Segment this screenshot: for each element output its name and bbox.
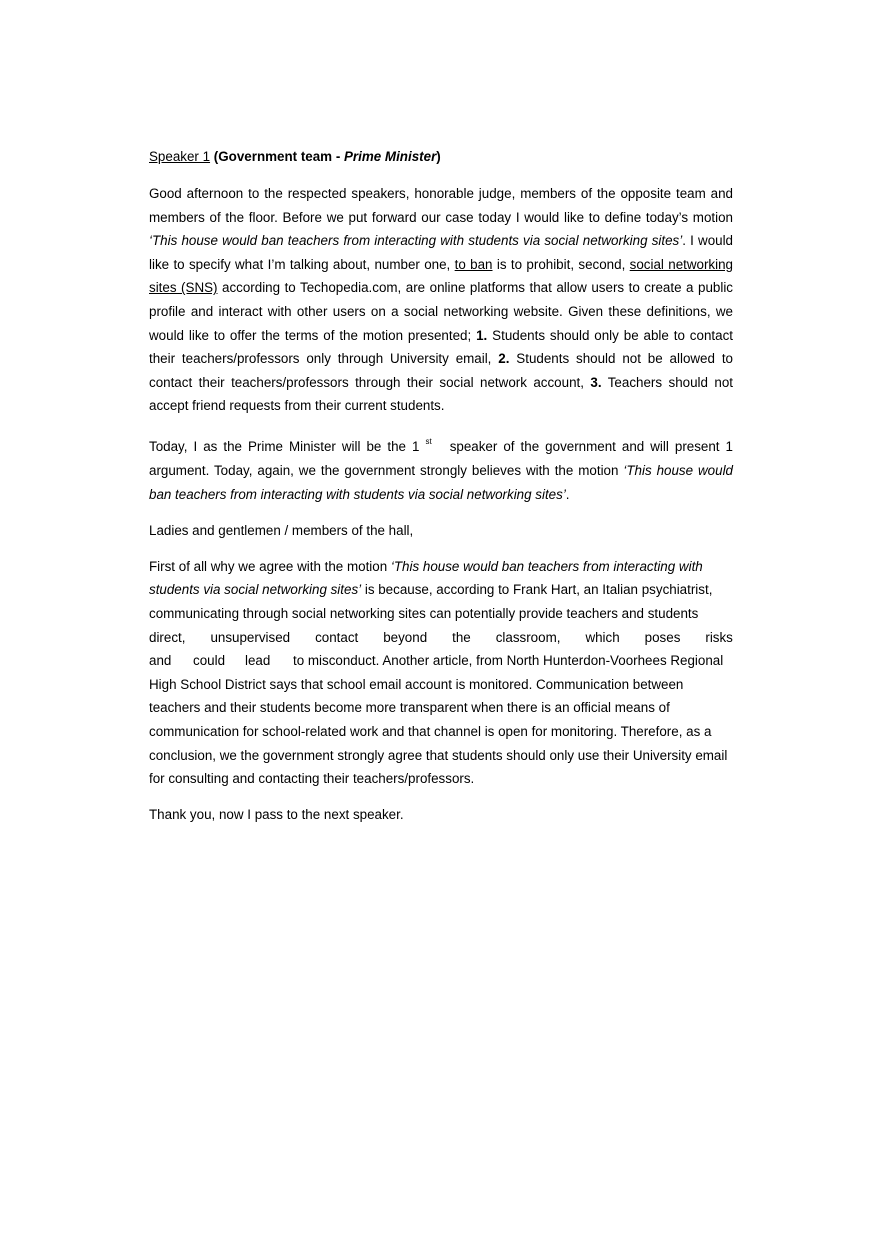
role-label: Prime Minister [344,149,437,164]
text-run: is because, according to Frank Hart, an Italian psychiatrist, communicating through social networking sites can potentially provide teachers and students [149,582,713,621]
paragraph-greeting: Ladies and gentlemen / members of the hall, [149,522,414,538]
word: could [193,653,226,669]
speaker-heading [149,146,733,168]
text-run: according to Techopedia.com, are online platforms that allow users to create a public profile and interact with other users on a social networking website. Given these definitions, we would like to offer the terms of the motion presented; [149,280,733,343]
ordinal-suffix: st [425,437,432,447]
argument-line-spread-1 [149,626,733,650]
word: lead [245,653,271,669]
text-run: Students should only be able to contact their teachers/professors only through University email, [149,327,733,367]
word: poses [644,629,681,645]
text-run: . [565,486,570,502]
paragraph-closing: Thank you, now I pass to the next speaker. [149,807,404,823]
argument-opening [149,555,733,626]
text-run: is to prohibit, second, [492,256,630,272]
word: risks [705,629,733,645]
team-label [214,149,441,164]
word: unsupervised [210,629,291,645]
speaker-label: Speaker 1 [149,149,211,164]
team-text: (Government team - [213,149,344,164]
text-run: . I would like to specify what I’m talking about, number one, [149,233,734,272]
motion-quote: ‘This house would ban teachers from interacting with students via social networking sites’ [149,233,683,249]
word: beyond [383,629,428,645]
text-run: Students should not be allowed to contact their teachers/professors through their social network account, [149,351,733,390]
argument-line-spread-2 [149,649,733,673]
term-number-1: 1. [476,327,488,343]
document-body [149,146,733,839]
text-run: speaker of the government and will present 1 argument. Today, again, we the government strongly believes with the motion [149,439,733,479]
text-run: Teachers should not accept friend requests from their current students. [149,374,733,414]
paragraph-definitions [149,182,733,418]
word: and [149,653,172,669]
paragraph-argument [149,555,733,791]
text-run: Today, I as the Prime Minister will be the 1 [149,439,420,455]
word: to misconduct. Another article, from North Hunterdon-Voorhees Regional [293,653,724,669]
motion-quote: ‘This house would ban teachers from interacting with students via social networking sites’ [149,558,703,598]
word: contact [315,629,359,645]
argument-closing: High School District says that school email account is monitored. Communication between teachers and their students become more transparent when there is an official means of communication for school-related work and that channel is open for monitoring. Therefore, as a conclusion, we the government strongly agree that students should only use their University email for consulting and contacting their teachers/professors. [149,676,728,787]
word: classroom, [495,629,561,645]
motion-quote: ‘This house would ban teachers from interacting with students via social networking sites’ [149,463,733,502]
word: direct, [149,629,186,645]
word: which [585,629,620,645]
text-run: First of all why we agree with the motion [149,558,391,574]
team-close: ) [436,149,441,164]
term-number-3: 3. [590,374,602,390]
word: the [452,629,471,645]
term-to-ban: to ban [454,256,493,272]
term-sns: social networking sites (SNS) [149,256,733,296]
text-run: Good afternoon to the respected speakers, honorable judge, members of the opposite team and members of the floor. Before we put forward our case today I would like to define today’s motion [149,186,733,225]
paragraph-role [149,430,733,506]
term-number-2: 2. [498,351,510,367]
